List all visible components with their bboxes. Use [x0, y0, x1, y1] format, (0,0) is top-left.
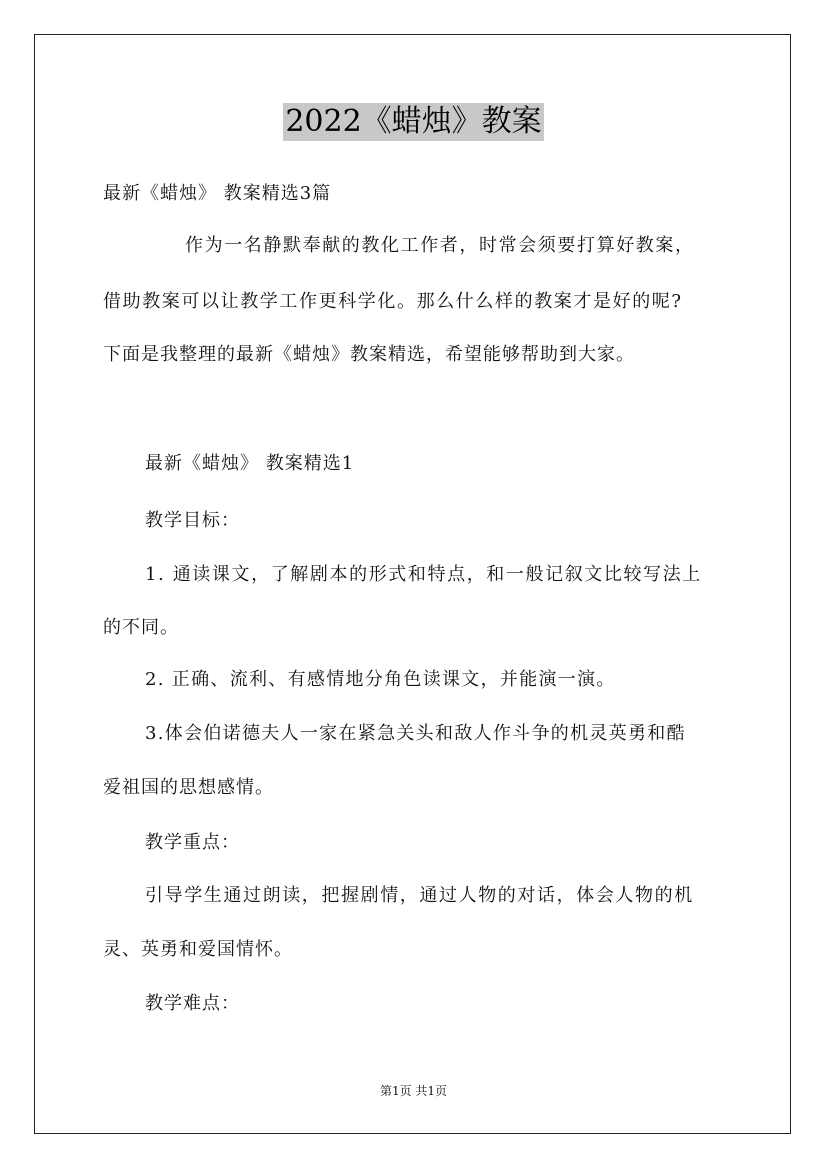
goal-item-3-cont: 爱祖国的思想感情。 — [103, 777, 274, 798]
goal-item-1: 1. 通读课文，了解剧本的形式和特点，和一般记叙文比较写法上 — [145, 564, 702, 585]
section-heading: 最新《蜡烛》 教案精选1 — [145, 453, 355, 474]
difficulties-label: 教学难点： — [145, 993, 240, 1014]
goal-item-2: 2. 正确、流利、有感情地分角色读课文，并能演一演。 — [145, 669, 616, 690]
document-subtitle: 最新《蜡烛》 教案精选3篇 — [103, 183, 332, 204]
intro-line-2: 借助教案可以让教学工作更科学化。那么什么样的教案才是好的呢? — [103, 291, 683, 312]
goal-item-1-cont: 的不同。 — [103, 617, 179, 638]
intro-line-3: 下面是我整理的最新《蜡烛》教案精选，希望能够帮助到大家。 — [103, 344, 635, 365]
document-title: 2022《蜡烛》教案 — [285, 104, 542, 139]
page-footer: 第1页 共1页 — [379, 1084, 448, 1098]
key-point-line-1: 引导学生通过朗读，把握剧情，通过人物的对话，体会人物的机 — [145, 885, 694, 906]
goal-item-3: 3.体会伯诺德夫人一家在紧急关头和敌人作斗争的机灵英勇和酷 — [145, 723, 686, 744]
key-points-label: 教学重点： — [145, 832, 240, 853]
intro-line-1: 作为一名静默奉献的教化工作者，时常会须要打算好教案， — [185, 235, 695, 256]
key-point-line-2: 灵、英勇和爱国情怀。 — [103, 939, 293, 960]
goals-label: 教学目标： — [145, 510, 240, 531]
title-container — [0, 103, 827, 141]
